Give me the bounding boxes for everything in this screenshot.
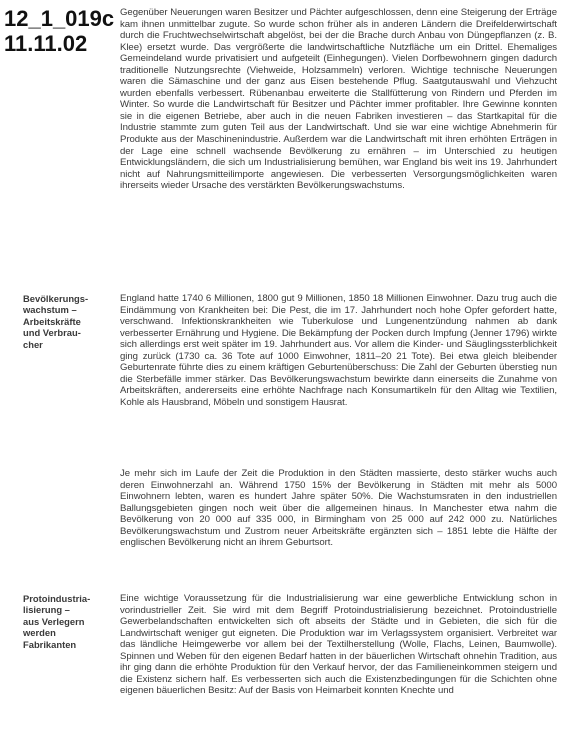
intro-paragraph [120, 7, 557, 192]
protoindustry-paragraph [120, 593, 557, 697]
document-id: 12_1_019c [4, 6, 115, 31]
urbanization-text: Je mehr sich im Laufe der Zeit die Produktion in den Städten massierte, desto stärker wuchs auch deren Einwohnerzahl an. Während 1750 15% der Bevölkerung in Städten mit mehr als 5000 Einwohnern lebten, waren es hundert Jahre später 50%. Die Wachstumsraten in den industriellen Ballungsgebieten gingen noch weit über die allgemeinen hinaus. In Manchester etwa nahm die Bevölkerung von 20 000 auf 335 000, in Birmingham von 25 000 auf 242 000 zu. Natürliches Bevölkerungswachstum und Zustrom neuer Arbeitskräfte ergänzten sich – 1851 lebte die Hälfte der englischen Bevölkerung nicht an ihrem Geburtsort. [120, 468, 557, 549]
protoindustry-heading: Protoindustria- lisierung – aus Verlegern werden Fabrikanten [23, 593, 91, 650]
protoindustry-text: Eine wichtige Voraussetzung für die Industrialisierung war eine gewerbliche Entwicklung schon in vorindustrieller Zeit. Sie wird mit dem Begriff Protoindustrialisierung bezeichnet. Protoindustrielle Gewerbelandschaften entwickelten sich oft abseits der Städte und in Gebieten, die sich für die Landwirtschaft weniger gut eigneten. Die Produktion war im Verlagssystem organisiert. Verbreitet war das ländliche Heimgewerbe vor allem bei der Textilherstellung (Wolle, Flachs, Leinen, Baumwolle). Spinnen und Weben für den eigenen Bedarf hatten in der bäuerlichen Wirtschaft ohnehin Tradition, aus ihr ging dann die erhöhte Produktion für den Verkauf hervor, der das Familieneinkommen steigern und die Existenz sichern half. Es verbesserten sich auch die Existenzbedingungen für die Schichten ohne eigenen bäuerlichen Besitz: Auf der Basis von Heimarbeit konnten Knechte und [120, 593, 557, 697]
intro-text: Gegenüber Neuerungen waren Besitzer und Pächter aufgeschlossen, denn eine Steigerung der Erträge kam ihnen unmittelbar zugute. So wurde schon früher als in anderen Ländern die Dreifelderwirtschaft durch die Fruchtwechselwirtschaft abgelöst, bei der die Brache durch Anbau von Düngepflanzen (z. B. Klee) ersetzt wurde. Das vergrößerte die landwirtschaftliche Nutzfläche um ein Drittel. Ehemaliges Gemeindeland wurde privatisiert und aufgeteilt (Einhegungen). Vielen Dorfbewohnern gingen dadurch traditionelle Nutzungsrechte (Viehweide, Holzsammeln) verloren. Wichtige technische Neuerungen waren die Sämaschine und der ganz aus Eisen bestehende Pflug. Saatgutauswahl und Viehzucht wurden ebenfalls verbessert. Rübenanbau erweiterte die Stallfütterung von Rindern und Pferden im Winter. So wurde die Landwirtschaft für Besitzer und Pächter immer profitabler. Ihre Gewinne konnten sie in die eigenen Betriebe, aber auch in die neuen Fabriken investieren – das Startkapital für die Industrie stammte zum guten Teil aus der Landwirtschaft. Und sie war eine wichtige Abnehmerin für Produkte aus der Maschinenindustrie. Außerdem war die Landwirtschaft mit ihren erhöhten Erträgen in der Lage eine schnell wachsende Bevölkerung zu ernähren – im Unterschied zu heutigen Entwicklungsländern, die sich um Industrialisierung bemühen, war England bis weit ins 19. Jahrhundert nicht auf Nahrungsmitteilimporte angewiesen. Die verbesserten Versorgungsmöglichkeiten waren ihrerseits wieder Ursache des verstärkten Bevölkerungswachstums. [120, 7, 557, 192]
document-stamp [4, 6, 114, 56]
population-paragraph [120, 293, 557, 408]
urbanization-paragraph [120, 468, 557, 549]
population-text: England hatte 1740 6 Millionen, 1800 gut 9 Millionen, 1850 18 Millionen Einwohner. Dazu trug auch die Eindämmung von Krankheiten bei: Die Pest, die im 17. Jahrhundert noch hohe Opfer gefordert hatte, verschwand. Infektionskrankheiten wie Tuberkulose und Lungenentzündung nahmen ab dank verbesserter Ernährung und Hygiene. Die Bekämpfung der Pocken durch Impfung (Jenner 1796) wirkte sich allerdings erst weit später im 19. Jahrhundert aus. Vor allem die Kinder- und Säuglingssterblichkeit ging zurück (1730 ca. 36 Tote auf 1000 Einwohner, 1811–20 21 Tote). Bei etwa gleich bleibender Geburtenrate führte dies zu einem kräftigen Geburtenüberschuss: Die Zahl der Geburten überstieg nun die Sterbefälle immer stärker. Das Bevölkerungswachstum bewirkte dann einerseits die Zunahme von Arbeitskräften, andererseits eine erhöhte Nachfrage nach Konsumartikeln für den Alltag wie Textilien, Kohle als Hausbrand, Möbeln und sonstigem Hausrat. [120, 293, 557, 408]
document-date: 11.11.02 [4, 31, 88, 56]
population-heading: Bevölkerungs- wachstum – Arbeitskräfte und Verbrau- cher [23, 293, 89, 350]
